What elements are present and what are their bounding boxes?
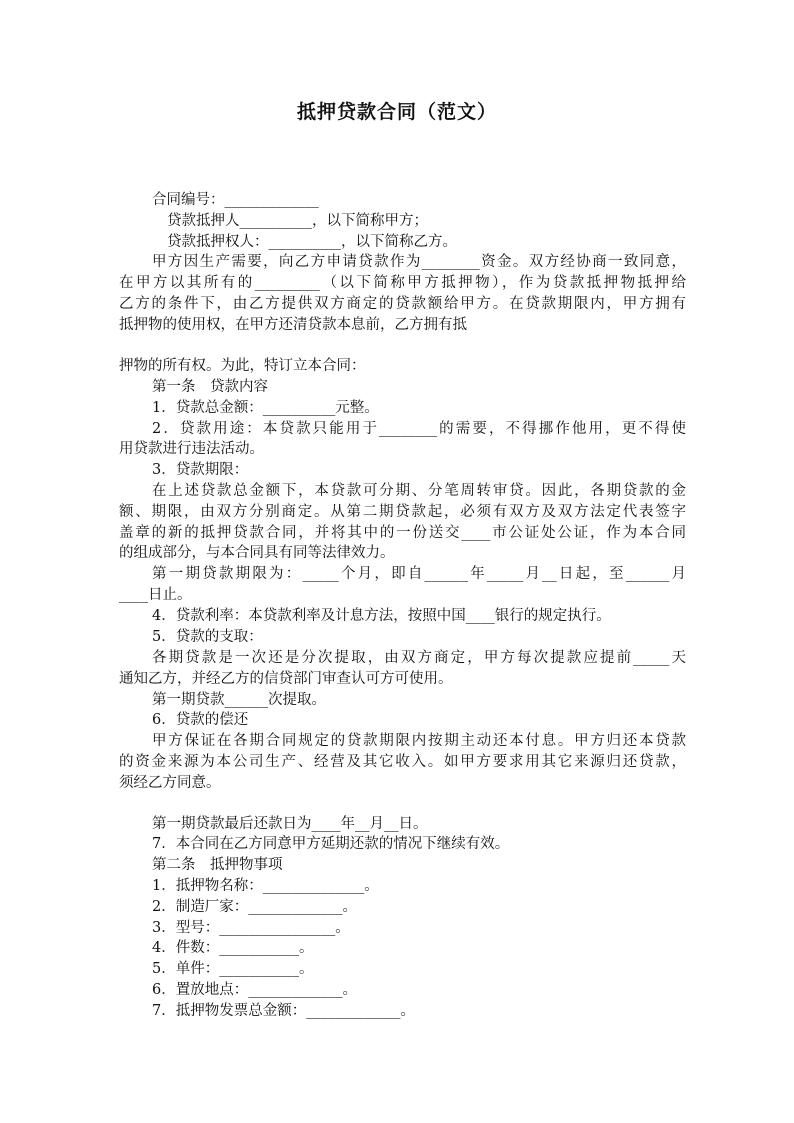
paragraph-line: 的资金来源为本公司生产、经营及其它收入。如甲方要求用其它来源归还贷款， (119, 754, 686, 770)
paragraph-line: 抵押物的使用权，在甲方还清贷款本息前，乙方拥有抵 (119, 317, 467, 333)
article-heading: 第一条 贷款内容 (152, 379, 268, 395)
clause-line: 4．贷款利率：本贷款利率及计息方法，按照中国____银行的规定执行。 (152, 608, 611, 624)
paragraph-line: 通知乙方，并经乙方的信贷部门审查认可方可使用。 (119, 671, 453, 687)
mortgagor-line: 贷款抵押人__________，以下简称甲方； (167, 213, 428, 229)
paragraph-line: 押物的所有权。为此，特订立本合同： (119, 358, 366, 374)
paragraph-line: 的组成部分，与本合同具有同等法律效力。 (119, 545, 395, 561)
paragraph-line: 在上述贷款总金额下，本贷款可分期、分笔周转审贷。因此，各期贷款的金 (152, 483, 686, 499)
collateral-item: 1．抵押物名称：______________。 (152, 878, 379, 894)
collateral-item: 4．件数：___________。 (152, 940, 314, 956)
paragraph-line: ____日止。 (119, 587, 192, 603)
collateral-item: 7．抵押物发票总金额：_____________。 (152, 1003, 415, 1019)
paragraph-line: 盖章的新的抵押贷款合同，并将其中的一份送交____市公证处公证，作为本合同 (119, 525, 686, 541)
paragraph-line: 甲方保证在各期合同规定的贷款期限内按期主动还本付息。甲方归还本贷款 (152, 733, 686, 749)
collateral-item: 5．单件：___________。 (152, 961, 314, 977)
contract-number-line: 合同编号：_____________ (152, 192, 319, 208)
paragraph-line: 甲方因生产需要，向乙方申请贷款作为________资金。双方经协商一致同意， (152, 254, 686, 270)
document-title: 抵押贷款合同（范文） (296, 101, 497, 123)
clause-line: 3．贷款期限： (152, 462, 249, 478)
paragraph-line: 额、期限，由双方分别商定。从第二期贷款起，必须有双方及双方法定代表签字 (119, 504, 686, 520)
collateral-item: 3．型号：________________。 (152, 920, 350, 936)
collateral-item: 2．制造厂家：_____________。 (152, 899, 357, 915)
article-heading: 第二条 抵押物事项 (152, 857, 283, 873)
paragraph-line: 各期贷款是一次还是分次提取，由双方商定，甲方每次提款应提前_____天 (152, 650, 686, 666)
mortgagee-line: 贷款抵押权人：__________，以下简称乙方。 (167, 234, 457, 250)
collateral-item: 6．置放地点：_____________。 (152, 982, 357, 998)
clause-line: 1．贷款总金额：__________元整。 (152, 400, 379, 416)
clause-line: 2．贷款用途：本贷款只能用于________的需要，不得挪作他用，更不得使 (152, 421, 686, 437)
paragraph-line: 第一期贷款期限为：_____个月，即自______年_____月__日起，至______月 (152, 566, 686, 582)
paragraph-line: 须经乙方同意。 (119, 775, 221, 791)
clause-line: 6．贷款的偿还 (152, 712, 249, 728)
paragraph-line: 乙方的条件下，由乙方提供双方商定的贷款额给甲方。在贷款期限内，甲方拥有 (119, 296, 686, 312)
paragraph-line: 第一期贷款最后还款日为____年__月__日。 (152, 816, 428, 832)
paragraph-line: 在甲方以其所有的_________（以下简称甲方抵押物），作为贷款抵押物抵押给 (119, 275, 686, 291)
paragraph-line: 第一期贷款______次提取。 (152, 692, 326, 708)
clause-line: 用贷款进行违法活动。 (119, 441, 264, 457)
clause-line: 7．本合同在乙方同意甲方延期还款的情况下继续有效。 (152, 836, 510, 852)
clause-line: 5．贷款的支取： (152, 629, 263, 645)
